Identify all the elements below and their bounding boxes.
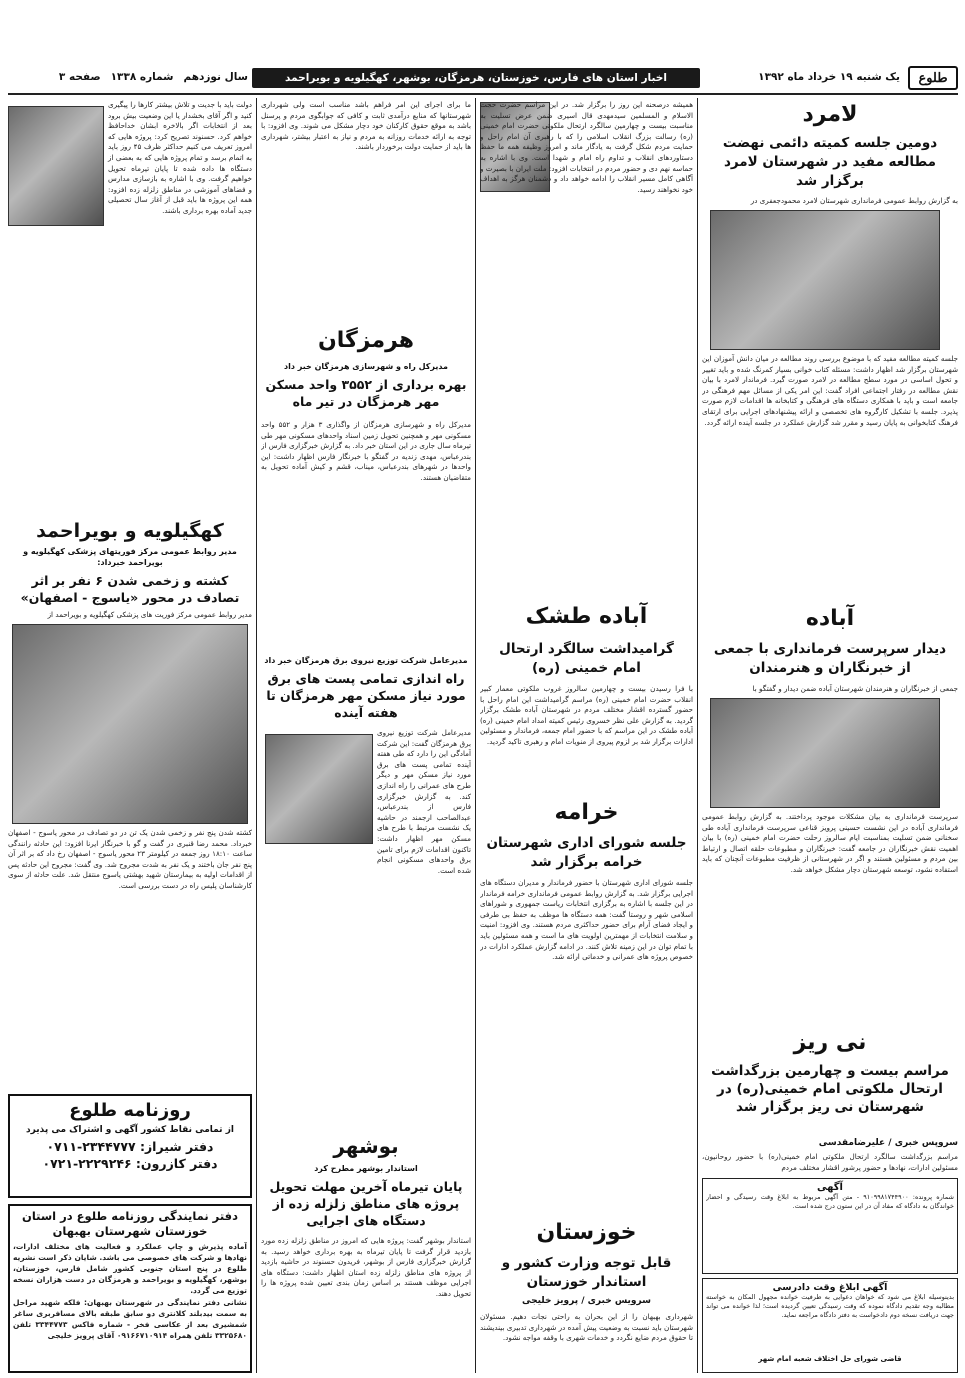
article-headline: دومین جلسه کمیته دائمی نهضت مطالعه مفید در شهرستان لامرد برگزار شد [722,135,938,189]
article-body: استاندار بوشهر گفت: پروژه هایی که امروز در مناطق زلزله زده مورد بازدید قرار گرفت تا پایان تیرماه به بهره برداری خواهد رسید. به گزارش خبرگزاری فارس از بوشهر، فریدون حسنوند در حاشیه بازدید از پروژه های مناطق زلزله زده استان اظهار داشت: دستگاه های اجرایی موظف هستند بر اساس زمان بندی تعیین شده پروژه ها را تحویل دهند. [261,1236,471,1372]
article-subhead: مدیر روابط عمومی مرکز فوریتهای پزشکی کهگیلویه و بویراحمد خبرداد: [23,547,237,567]
article-headline: پایان تیرماه آخرین مهلت تحویل پروژه های مناطق زلزله زده از دستگاه های اجرایی [265,1178,467,1229]
issue-year: سال نوزدهم [183,71,248,83]
column-divider [256,98,257,1373]
article-place: نی ریز [793,1030,867,1055]
issue-date: یک شنبه ۱۹ خرداد ماه ۱۳۹۲ [758,71,900,83]
column-mid-left [261,100,471,1373]
article-body: با فرا رسیدن بیست و چهارمین سالروز غروب ملکوتی معمار کبیر انقلاب حضرت امام خمینی (ره) مراسم گرامیداشت این امام راحل با حضور گسترده اقشار مختلف مردم در شهرستان آباده طشک برگزار گردید. به گزارش علی نظر خسروی رئیس کمیته امداد امام خمینی (ره) آباده طشک در این مراسم که با حضور امام جمعه، فرماندار و مسئولین ادارات برگزار شد بر لزوم پیروی از منویات امام و رهبری تاکید گردید. [480,684,693,746]
article-body: شهرداری بهبهان را از این بحران به راحتی نجات دهیم. مسئولان شهرستان باید نسبت به وضعیت پیش آمده در شهرداری تدبیری بیندیشند تا حقوق مردم ضایع نگردد و خدمات شهری با وقفه مواجه نشود. [480,1312,693,1372]
court-notice-sign: قاضی شورای حل اختلاف شعبه امام شهر [758,1355,902,1363]
court-notice-title: آگهی ابلاغ وقت دادرسی [772,1282,888,1293]
column-mid-right [480,100,693,1373]
logo-box [908,66,958,90]
subscription-box [8,1094,252,1198]
article-body: مراسم بزرگداشت سالگرد ارتحال ملکوتی امام خمینی(ره) با حضور روحانیون، مسئولین ادارات، نهادها و حضور پرشور اقشار مختلف مردم [702,1152,958,1172]
court-notice-text: بدینوسیله ابلاغ می شود که خواهان دعوایی به طرفیت خوانده مجهول المکان به خواسته مطالبه وجه تقدیم دادگاه نموده که وقت رسیدگی تعیین گردیده است؛ لذا خوانده می تواند جهت دریافت نسخه دوم دادخواست به دفتر دادگاه مراجعه نماید. [706,1293,954,1319]
article-subhead: مدیرکل راه و شهرسازی هرمزگان خبر داد [284,362,448,371]
article-lead: جمعی از خبرنگاران و هنرمندان شهرستان آباده ضمن دیدار و گفتگو با [752,684,958,693]
article-body: جلسه شورای اداری شهرستان با حضور فرماندار و مدیران دستگاه های اجرایی برگزار شد. به گزارش روابط عمومی فرمانداری خرامه فرماندار در این جلسه با اشاره به برگزاری انتخابات ریاست جمهوری و شوراهای اسلامی شهر و روستا گفت: همه دستگاه ها موظف به حفظ بی طرفی و ایجاد فضای آرام برای حضور حداکثری مردم هستند. وی افزود: امنیت و سلامت انتخابات از مهمترین اولویت های ما است و همه مسئولین باید با تمام توان در این زمینه تلاش کنند. در ادامه گزارش عملکرد ادارات در خصوص پروژه های عمرانی و خدماتی ارائه شد. [480,878,693,962]
article-place: آباده [805,606,855,631]
article-place: هرمزگان [317,328,415,353]
column-right [702,100,958,1373]
page-number: صفحه ۳ [58,71,101,83]
article-author: سرویس خبری / پرویز خلیجی [480,1296,693,1306]
subscription-title: روزنامه طلوع [69,1100,191,1121]
section-banner: اخبار استان های فارس، خوزستان، هرمزگان، بوشهر، کهگیلویه و بویراحمد [252,68,700,88]
article-headline: دیدار سرپرست فرمانداری با جمعی از خبرنگاران و هنرمندان [713,641,947,676]
notice-title: آگهی [817,1182,843,1193]
accident-photo [12,624,248,824]
subscription-phone-kazerun: دفتر کازرون: ۲۲۲۹۲۴۶-۰۷۲۱ [42,1156,218,1171]
article-place: آباده طشک [480,604,693,629]
article-headline: گرامیداشت سالگرد ارتحال امام خمینی (ره) [484,640,689,678]
article-lead: به گزارش روابط عمومی فرمانداری شهرستان لامرد محمودجعفری در [750,196,958,205]
court-notice-box [702,1278,958,1373]
newspaper-logo: طلوع [918,70,948,86]
article-body: مدیرعامل شرکت توزیع نیروی برق هرمزگان گفت: این شرکت آمادگی این را دارد که طی هفته آینده تمامی پست های برق مورد نیاز مسکن مهر و دیگر طرح های عمرانی را راه اندازی کند. به گزارش خبرگزاری فارس از بندرعباس، عبدالصاحب ارجمند در حاشیه یک نشست مرتبط با طرح های مسکن مهر اظهار داشت: تاکنون اقدامات لازم برای تامین برق واحدهای مسکونی انجام شده است. [377,728,471,875]
notice-box [702,1178,958,1274]
article-intro: ما برای اجرای این امر فراهم باشد مناسب است ولی شهرداری شهرستانها که منابع درآمدی ثابت و کافی که جوابگوی مردم و پرسنل باشد به موقع حقوق کارکنان خود دچار مشکل می شوند. وی افزود: با توجه به ارائه خدمات روزانه به مردم و نیاز به اعتبار بیشتر، شهرداری ها باید از حمایت دولت برخوردار باشند. [261,100,471,152]
article-body: جلسه کمیته مطالعه مفید که با موضوع بررسی روند مطالعه در میان دانش آموزان این شهرستان برگزار شد اظهار داشت: مسئله کتاب خوانی بسیار کمرنگ شده و باید تغییر و تحول اساسی در مورد سطح مطالعه در لامرد صورت گیرد. فرماندار لامرد با بیان نقش مطالعه در رفتار اجتماعی افراد گفت: این امر یکی از مسائل مهم فرهنگی در جامعه است و باید با همکاری دستگاه های فرهنگی و کتابخانه ها اقدامات لازم صورت پذیرد. جلسه با تشکیل کارگروه های تخصصی و ارائه پیشنهادهای اجرایی برای ارتقای فرهنگ کتابخوانی به پایان رسید و مقرر شد گزارش عملکرد در جلسه آینده ارائه گردد. [702,354,958,427]
article-place: خوزستان [480,1220,693,1245]
article-intro: دولت باید با جدیت و تلاش بیشتر کارها را پیگیری کنید و اگر آقای بخشدار یا این وضعیت بیش برود بعد از انتخابات اگر بالاخره ابشان خداحافظ خواهم کرد. حسنوند تصریح کرد: پروژه هایی که امروز تعریف می کنیم حداکثر ظرف ۴۵ روز باید به اتمام برسد و تمام پروژه هایی که به بعضی از دستگاه ها داده شده تا پایان تیرماه تحویل خواهیم گرفت. وی با اشاره به بازسازی مدارس و فضاهای آموزشی در مناطق زلزله زده افزود: همه این پروژه ها باید قبل از آغاز سال تحصیلی جدید آماده بهره برداری باشند. [108,100,252,215]
article-place: کهگیلویه و بویراحمد [36,520,224,542]
masthead-rule [8,93,958,95]
representative-address: نشانی دفتر نمایندگی در شهرستان بهبهان: فلکه شهید مراحل به سمت بیدبلند کلانتری دو سابق طبقه بالای مسافربری ساغر شمشیری بعد از عکاسی فخر - شماره فاکس ۳۳۴۴۷۷۳ تلفن ۳۳۲۵۶۸۰ تلفن همراه ۰۹۱۶۶۷۱۰۹۱۴ آقای پرویز خلیجی [13,1298,247,1340]
article-headline: مراسم بیست و چهارمین بزرگداشت ارتحال ملکوتی امام خمینی(ره) در شهرستان نی ریز برگزار شد [711,1063,949,1115]
article-place: بوشهر [261,1134,471,1158]
article-lead: مدیر روابط عمومی مرکز فوریت های پزشکی کهگیلویه و بویراحمد از [47,610,252,619]
representative-title: دفتر نمایندگی روزنامه طلوع در استان خوزستان شهرستان بهبهان [22,1209,238,1238]
article-intro: همیشه درصحنه این روز را برگزار شد. در این مراسم حضرت حجت الاسلام و المسلمین سیدمهدی قال اسیری ضمن عرض تسلیت به مناسبت بیست و چهارمین سالگرد ارتحال ملکوتی حضرت امام خمینی (ره) رسالت بزرگ انقلاب اسلامی را که با رهبری آن امام راحل و حمایت مردم شکل گرفت به یادگار ماند و امروز وظیفه همه ما حفظ دستاوردهای انقلاب و تداوم راه امام و شهدا است. وی با اشاره به حماسه نهم دی و حضور مردم در انتخابات افزود: ملت ایران با بصیرت و آگاهی کامل مسیر انقلاب را ادامه خواهد داد و دشمنان هرگز به اهداف خود نخواهند رسید. [480,100,693,194]
column-divider [475,98,476,1373]
article-headline: جلسه شورای اداری شهرستان خرامه برگزار شد [486,835,687,870]
article-author: سروپس خبری / علیرضامقدسی [818,1138,958,1148]
article-place: خرامه [554,800,619,825]
article-subhead: مدیرعامل شرکت توزیع نیروی برق هرمزگان خبر داد [264,656,468,665]
article-place: لامرد [802,102,858,127]
representative-office-box [8,1204,252,1373]
subscription-text: از تمامی نقاط کشور آگهی و اشتراک می پذیرد [26,1125,234,1135]
column-left [8,100,252,1373]
article-body: سرپرست فرمانداری به بیان مشکلات موجود پرداختند. به گزارش روابط عمومی فرمانداری آباده در این نشست حسینی پرویز قناعی سرپرست فرمانداری آباده طی سخنانی ضمن تسلیت بمناسبت ایام سالروز رحلت حضرت امام خمینی (ره) با بیان اهمیت نقش خبرنگاران در جامعه گفت: خبرنگاران و مطبوعات حلقه اتصال و ارتباط بین مردم و مسئولین هستند و اگر در شهرستانی از ظرفیت مطبوعات آنچنان که باید استفاده نشود، توسعه شهرستان دچار مشکل خواهد شد. [702,812,958,874]
article-body: کشته شدن پنج نفر و زخمی شدن یک تن در دو تصادف در محور یاسوج - اصفهان خبرداد. محمد رضا قنبری در گفت و گو با خبرنگار ایرنا افزود: این حادثه رانندگی ساعت ۱۸:۱۰ روز جمعه در کیلومتر ۲۳ محور یاسوج - اصفهان رخ داد که بر اثر آن پنج نفر جان باختند و یک نفر به شدت مجروح شد. وی گفت: مجروح این حادثه پس از اقدامات اولیه به بیمارستان شهید بهشتی یاسوج منتقل شد. علت حادثه از سوی کارشناسان پلیس راه در دست بررسی است. [8,828,252,890]
article-headline: راه اندازی تمامی پست های برق مورد نیاز مسکن مهر هرمزگان تا هفته آینده [266,671,466,720]
notice-text: شماره پرونده: ۹۱۰۹۹۸۱۷۴۴۹۰۰ - متن آگهی مربوط به ابلاغ وقت رسیدگی و احضار خواندگان به دادگاه که مفاد آن در این ستون درج شده است. [706,1193,954,1210]
article-headline: قابل توجه وزارت کشور و استاندار خوزستان [484,1254,689,1292]
article-headline: بهره برداری از ۳۵۵۲ واحد مسکن مهر هرمزگان در تیر ماه [265,377,467,409]
issue-number: شماره ۱۳۳۸ [110,71,174,83]
masthead [8,66,958,90]
issue-info [8,71,248,83]
column-divider [697,98,698,1373]
journalists-photo [710,698,940,808]
article-subhead: استاندار بوشهر مطرح کرد [261,1164,471,1173]
meeting-photo [710,210,940,350]
representative-body: آماده پذیرش و چاپ عملکرد و فعالیت های مختلف ادارات، نهادها و شرکت های خصوصی می باشد. شایان ذکر است نشریه طلوع در پنج استان جنوبی کشور شامل فارس، خوزستان، بوشهر، کهگیلویه و بویراحمد و هرمزگان در دست هزاران نسخه توزیع می گردد. [13,1242,247,1295]
article-body: مدیرکل راه و شهرسازی هرمزگان از واگذاری ۳ هزار و ۵۵۲ واحد مسکونی مهر و همچنین تحویل زمین اسناد واحدهای مسکونی مهر طی تیرماه سال جاری در این استان خبر داد. به گزارش خبرگزاری فارس از بندرعباس، مهدی زندیه در گفتگو با خبرنگار فارس اظهار داشت: این واحدها در شهرهای بندرعباس، میناب، قشم و کیش آماده تحویل به متقاضیان هستند. [261,420,471,482]
subscription-phone-shiraz: دفتر شیراز: ۲۳۴۴۷۷۷-۰۷۱۱ [46,1139,214,1154]
article-headline: کشته و زخمی شدن ۶ نفر بر اثر تصادف در محور «یاسوج - اصفهان» [20,573,240,605]
